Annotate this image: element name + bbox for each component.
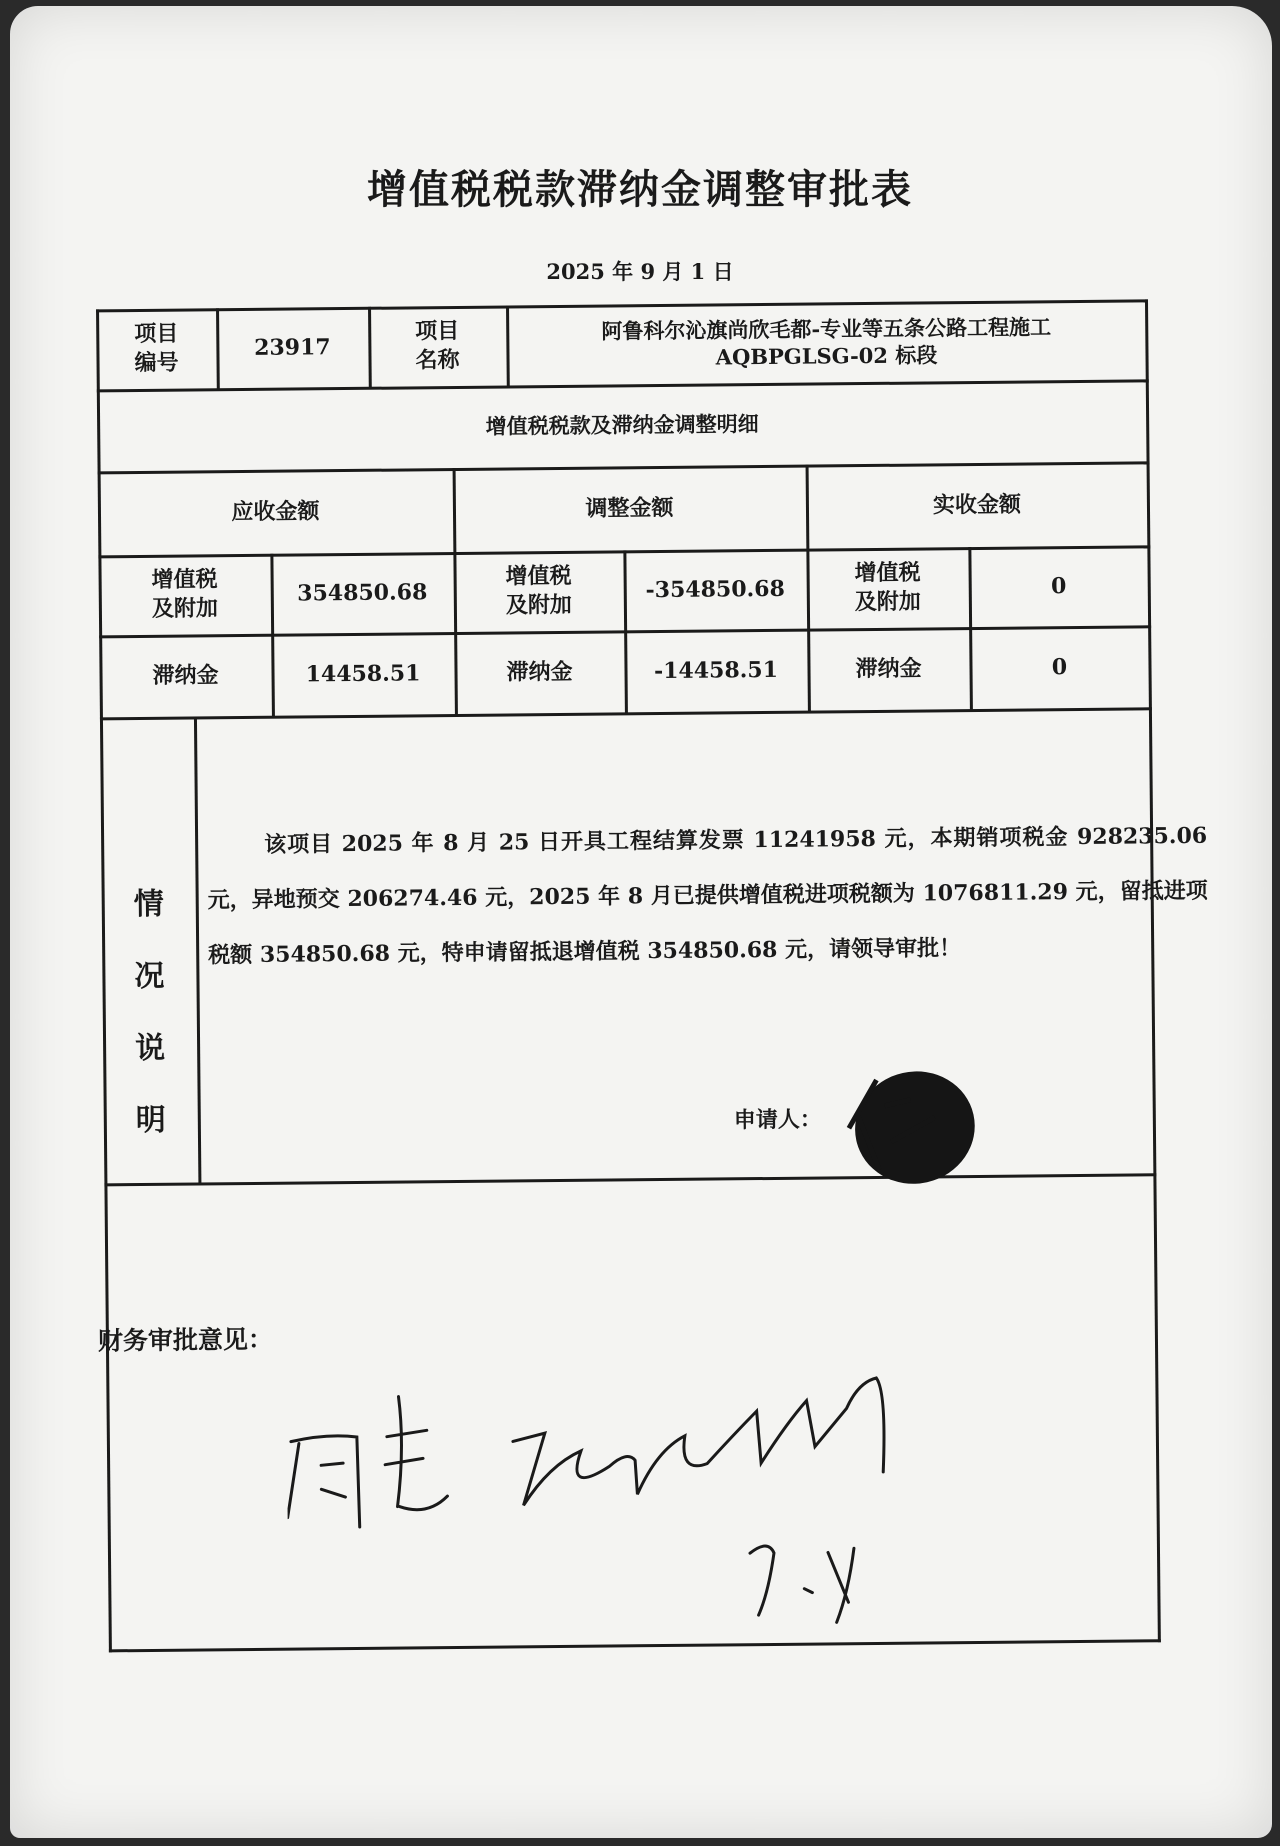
late-fee-label-receivable: 滞纳金 <box>152 661 219 689</box>
late-fee-label-adjustment: 滞纳金 <box>506 658 573 686</box>
adjustment-header: 调整金额 <box>585 494 674 522</box>
late-fee-label-actual: 滞纳金 <box>855 655 922 682</box>
vat-actual-value: 0 <box>1050 572 1067 599</box>
document-title: 增值税税款滞纳金调整审批表 <box>367 166 913 213</box>
late-fee-adjustment-value: -14458.51 <box>653 656 779 684</box>
late-fee-actual-value: 0 <box>1051 653 1068 680</box>
vat-adjustment-value: -354850.68 <box>645 575 785 603</box>
late-fee-receivable-value: 14458.51 <box>305 660 421 688</box>
detail-header: 增值税税款及滞纳金调整明细 <box>485 411 759 440</box>
actual-header: 实收金额 <box>932 491 1022 519</box>
situation-text: 该项目 2025 年 8 月 25 日开具工程结算发票 11241958 元，本期销项税金 928235.06 元，异地预交 206274.46 元，2025 年 8 月已提供增值税进项税额为 1076811.29 元，留抵进项税额 354850.68 元，特申请留抵退增值税 354850.68 元，请领导审批！ <box>207 822 1208 969</box>
project-name-label: 项目 名称 <box>415 318 460 374</box>
project-number-label: 项目 编号 <box>134 321 179 377</box>
applicant-label: 申请人： <box>733 1106 822 1134</box>
situation-paragraph <box>207 809 1209 984</box>
vat-label-receivable: 增值税 及附加 <box>151 566 219 622</box>
project-name: 阿鲁科尔沁旗尚欣毛都-专业等五条公路工程施工 AQBPGLSG-02 标段 <box>601 313 1052 370</box>
approval-form <box>96 299 1239 1658</box>
handwritten-approval <box>286 1351 989 1642</box>
project-number: 23917 <box>253 333 331 361</box>
situation-label: 情 况 说 明 <box>133 886 166 1139</box>
document-date: 2025 年 9 月 1 日 <box>546 259 734 284</box>
applicant-signature <box>838 1057 989 1202</box>
vat-receivable-value: 354850.68 <box>297 578 428 607</box>
receivable-header: 应收金额 <box>231 497 320 525</box>
vat-label-adjustment: 增值税 及附加 <box>505 563 573 619</box>
vat-label-actual: 增值税 及附加 <box>854 559 921 616</box>
finance-approval-label: 财务审批意见： <box>97 1324 274 1356</box>
